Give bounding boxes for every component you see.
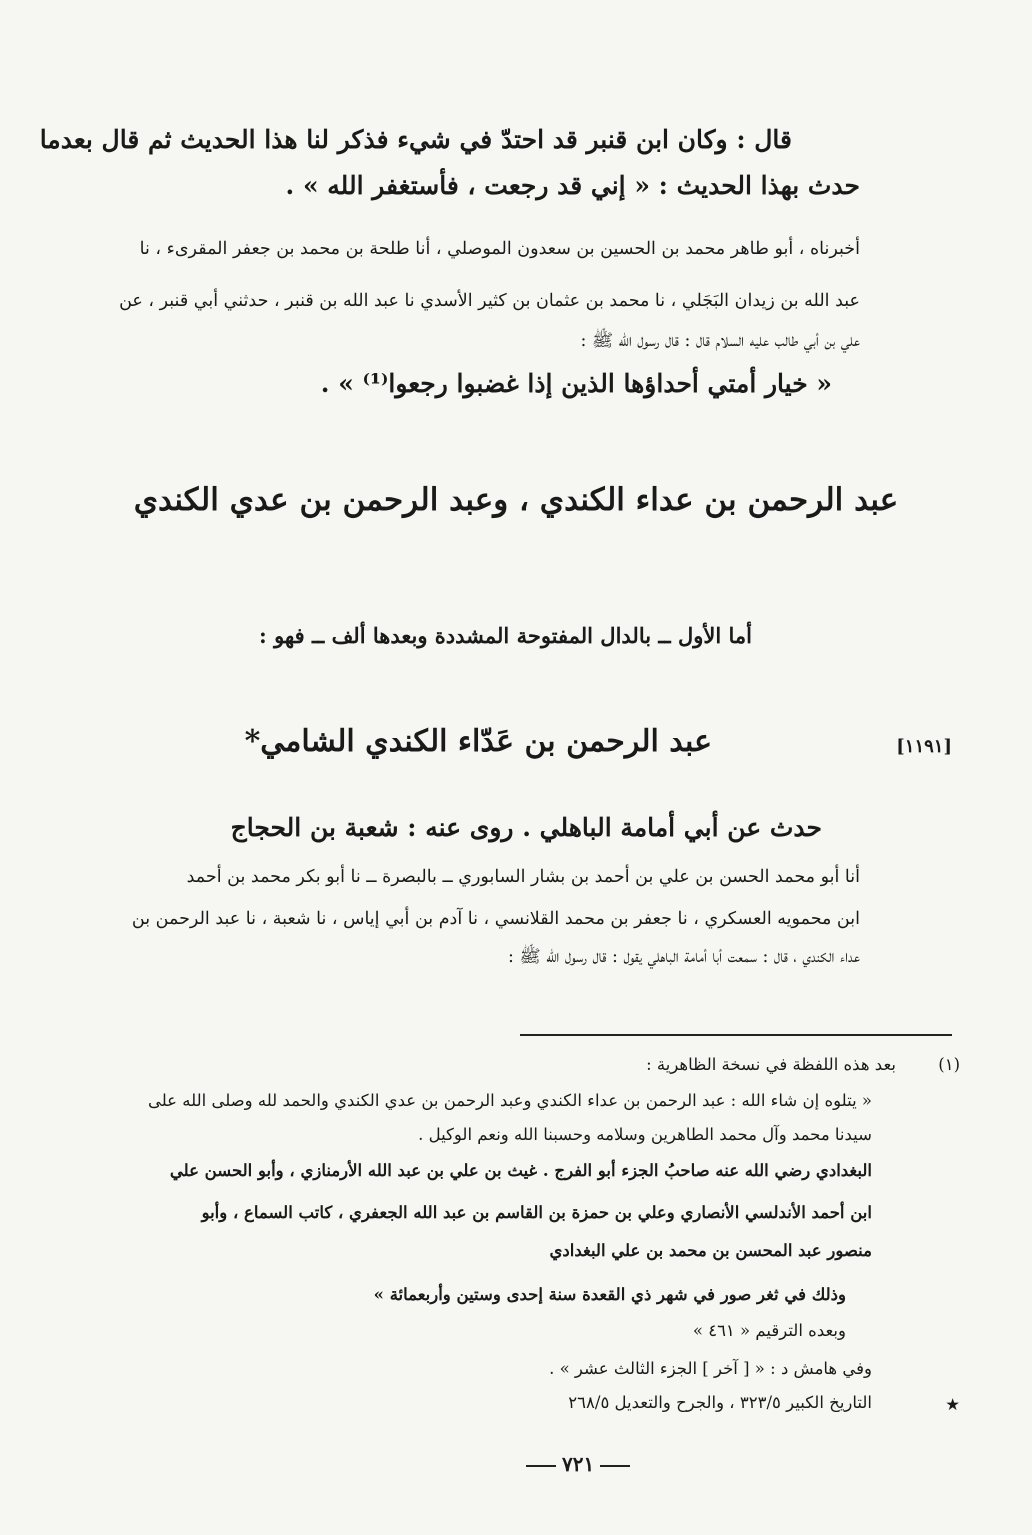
footnote-1-line-2: سيدنا محمد وآل محمد الطاهرين وسلامه وحسبنا الله ونعم الوكيل . <box>418 1125 872 1144</box>
entry-line-2: ابن محمويه العسكري ، نا جعفر بن محمد القلانسي ، نا آدم بن أبي إياس ، نا شعبة ، نا عبد الرحمن بن <box>131 909 860 929</box>
subheading: أما الأول ــ بالدال المفتوحة المشددة وبعدها ألف ــ فهو : <box>259 623 752 648</box>
entry-number: [١١٩١] <box>896 736 952 757</box>
entry-title: عبد الرحمن بن عَدّاء الكندي الشامي* <box>244 724 712 759</box>
star-reference: التاريخ الكبير ٣٢٣/٥ ، والجرح والتعديل ٢٦٨/٥ <box>568 1393 872 1412</box>
footnote-1-line-1: « يتلوه إن شاء الله : عبد الرحمن بن عداء الكندي وعبد الرحمن بن عدي الكندي والحمد لله وصلى الله على <box>147 1091 872 1110</box>
isnad-line-2: عبد الله بن زيدان البَجَلي ، نا محمد بن عثمان بن كثير الأسدي نا عبد الله بن قنبر ، حدثني أبي قنبر ، عن <box>119 291 860 311</box>
page-number-value: ٧٢١ <box>562 1452 595 1476</box>
footnote-1-line-3: البغدادي رضي الله عنه صاحبُ الجزء أبو الفرج . غيث بن علي بن عبد الله الأرمنازي ، وأبو الحسن علي <box>169 1161 872 1180</box>
hadith-text: « خيار أمتي أحداؤها الذين إذا غضبوا رجعوا⁽¹⁾ » . <box>320 369 832 398</box>
isnad-line-3: علي بن أبي طالب عليه السلام قال : قال رسول الله ﷺ : <box>580 331 860 351</box>
quote-line-2: حدث بهذا الحديث : « إني قد رجعت ، فأستغفر الله » . <box>285 171 860 200</box>
main-heading: عبد الرحمن بن عداء الكندي ، وعبد الرحمن بن عدي الكندي <box>133 482 899 518</box>
footnote-1-line-4: ابن أحمد الأندلسي الأنصاري وعلي بن حمزة بن القاسم بن عبد الله الجعفري ، كاتب السماع ، وأبو <box>201 1203 872 1222</box>
entry-line-3: عداء الكندي ، قال : سمعت أبا أمامة الباهلي يقول : قال رسول الله ﷺ : <box>508 947 860 967</box>
star-marker: ★ <box>945 1395 960 1414</box>
footnote-1-line-6: وذلك في ثغر صور في شهر ذي القعدة سنة إحدى وستين وأربعمائة » <box>373 1285 846 1304</box>
footnote-1-line-5: منصور عبد المحسن بن محمد بن علي البغدادي <box>549 1241 872 1260</box>
footnote-1-line-7: وبعده الترقيم « ٤٦١ » <box>692 1321 846 1340</box>
isnad-line-1: أخبرناه ، أبو طاهر محمد بن الحسين بن سعدون الموصلي ، أنا طلحة بن محمد بن جعفر المقرىء ، نا <box>139 239 860 259</box>
page-number <box>520 1452 636 1476</box>
entry-line-1: أنا أبو محمد الحسن بن علي بن أحمد بن بشار السابوري ــ بالبصرة ــ نا أبو بكر محمد بن أحمد <box>186 867 860 887</box>
quote-line-1: قال : وكان ابن قنبر قد احتدّ في شيء فذكر لنا هذا الحديث ثم قال بعدما <box>39 125 792 154</box>
page-number-dash-right <box>600 1465 630 1467</box>
footnote-1-intro: بعد هذه اللفظة في نسخة الظاهرية : <box>646 1055 896 1074</box>
entry-summary: حدث عن أبي أمامة الباهلي . روى عنه : شعبة بن الحجاج <box>230 813 822 842</box>
footnote-1-marker: (١) <box>938 1055 960 1074</box>
footnote-rule <box>520 1034 952 1036</box>
footnote-1-line-8: وفي هامش د : « [ آخر ] الجزء الثالث عشر » . <box>549 1359 872 1378</box>
page-number-dash-left <box>526 1465 556 1467</box>
